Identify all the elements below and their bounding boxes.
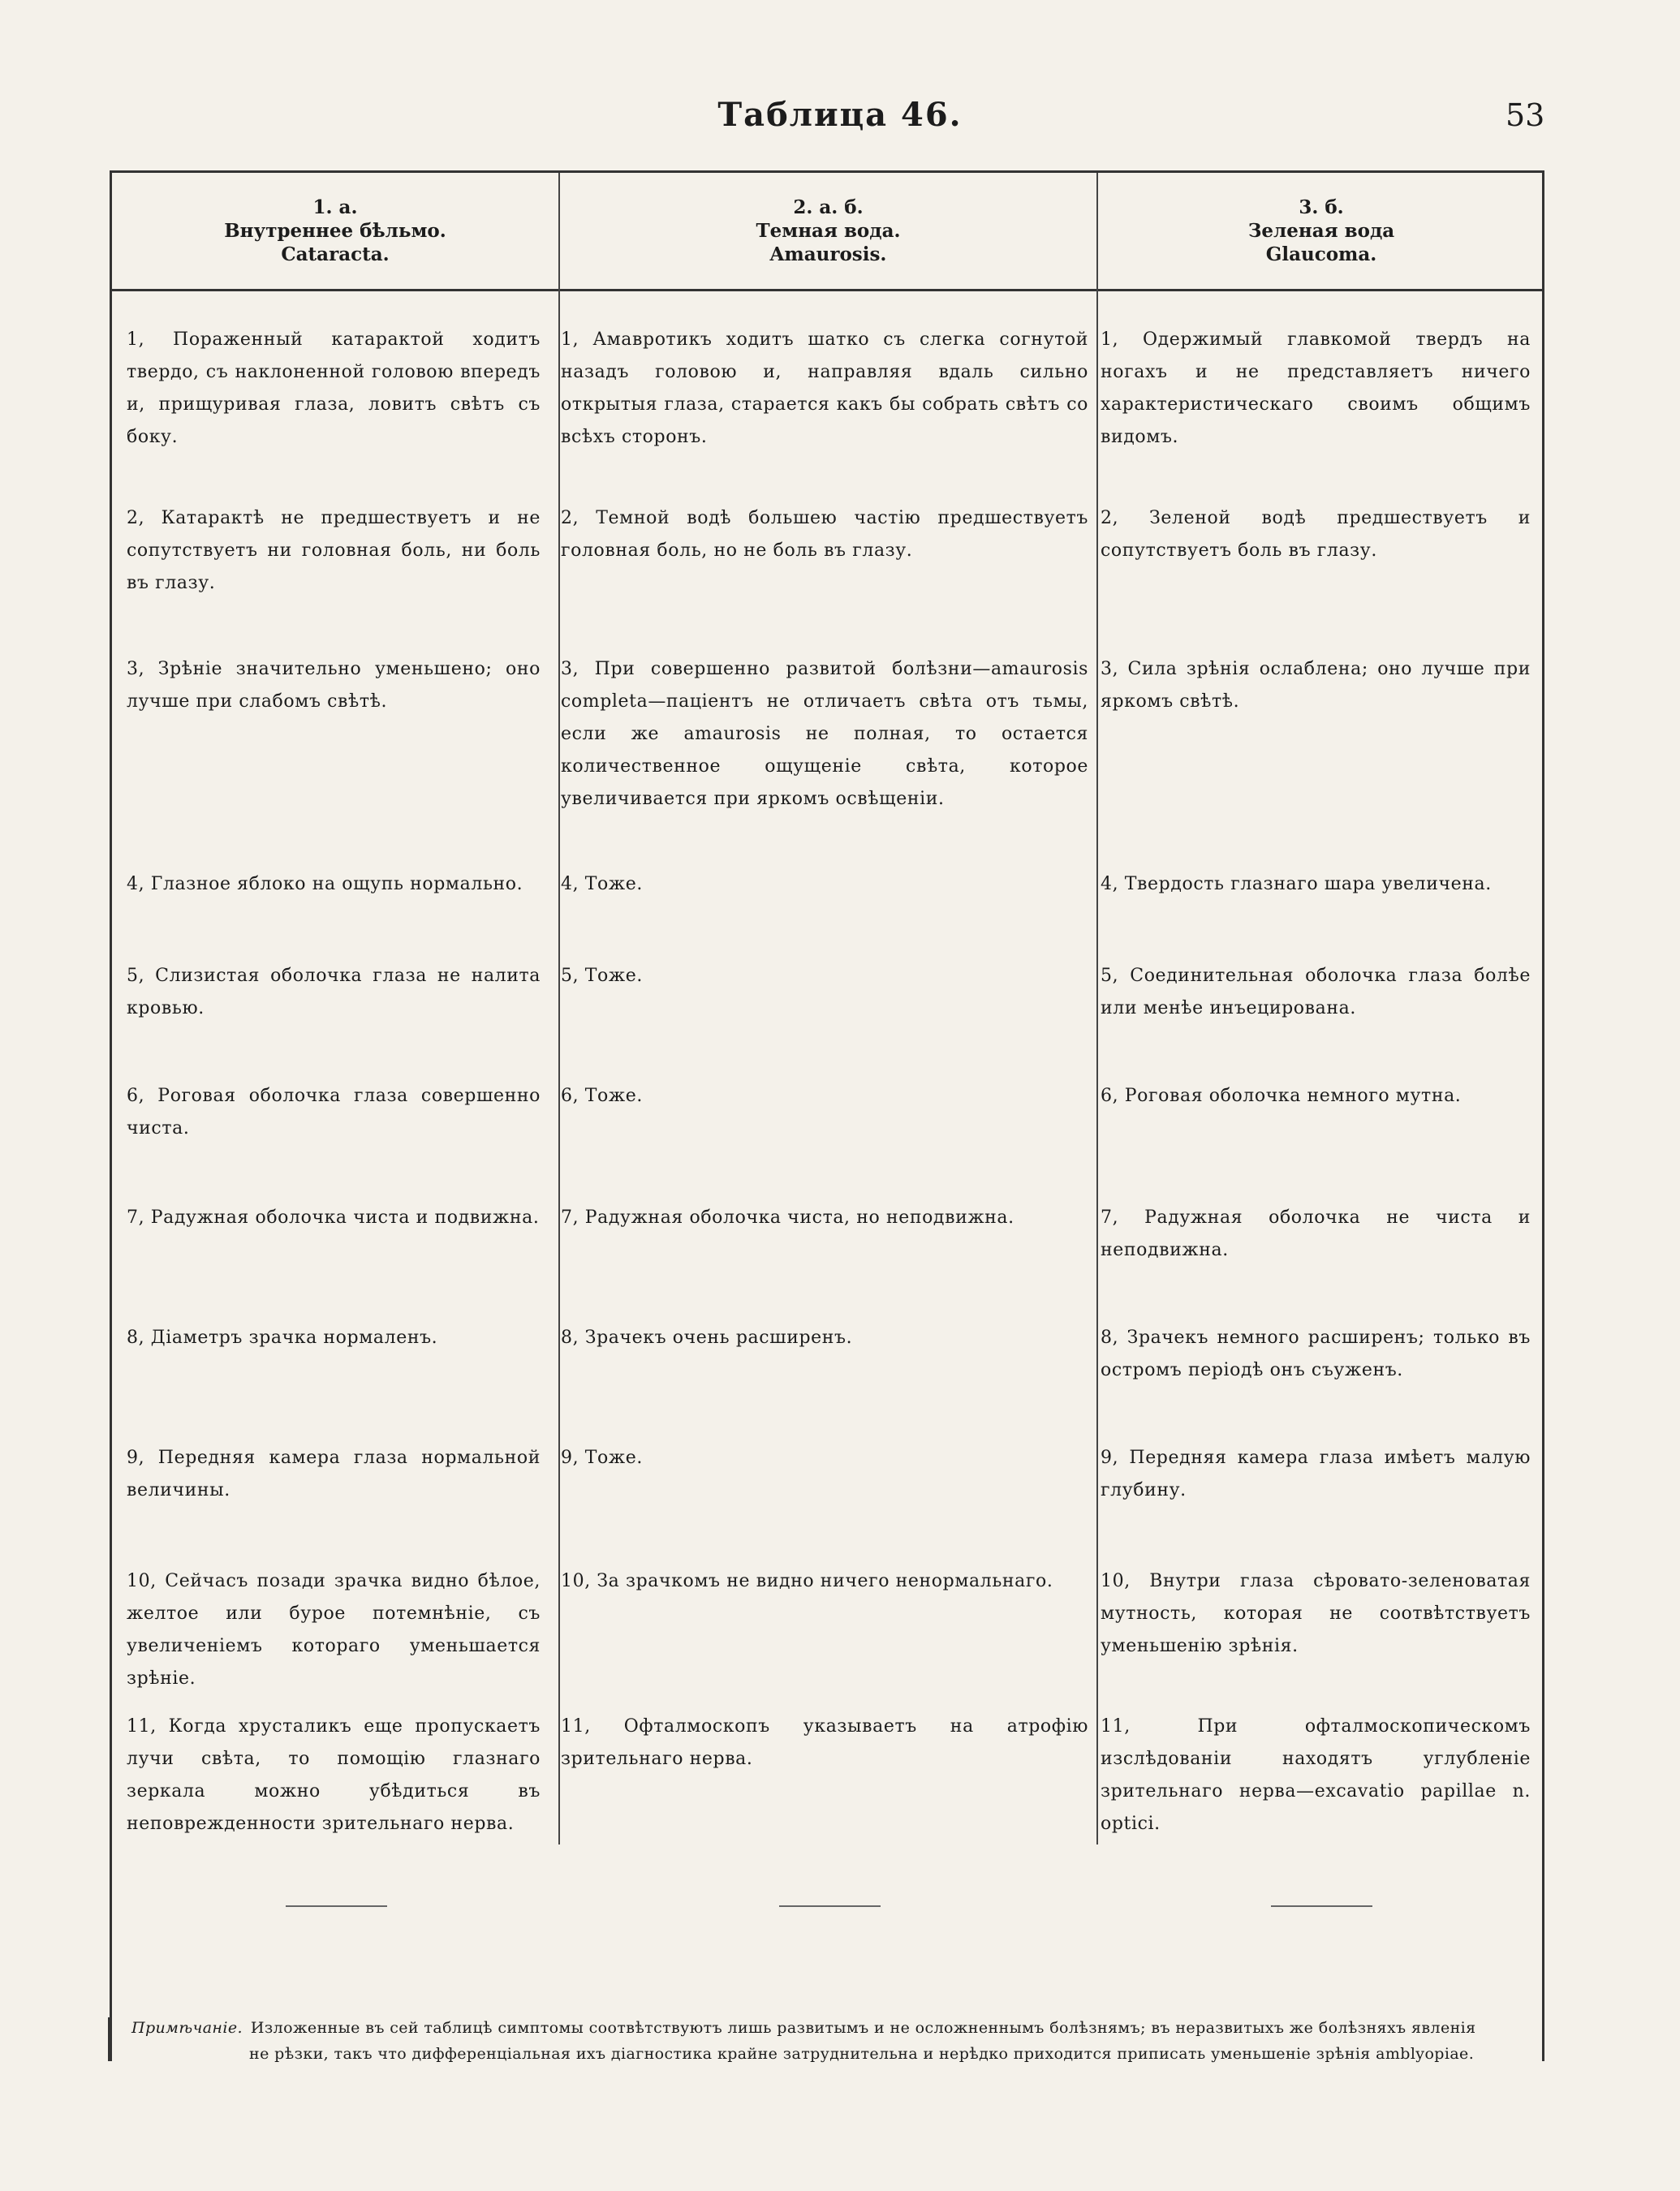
column-name: Темная вода. <box>756 220 901 242</box>
column-divider <box>1096 173 1098 1844</box>
comparison-table <box>110 170 1544 2061</box>
footnote-line-2: не рѣзки, такъ что дифференціальная ихъ діагностика крайне затруднительна и нерѣдко приходится приписать уменьшеніе зрѣнія amblyopiae. <box>249 2045 1475 2063</box>
table-cell: 3, Зрѣніе значительно уменьшено; оно лучше при слабомъ свѣтѣ. <box>127 659 541 712</box>
table-cell: 7, Радужная оболочка не чиста и неподвижна. <box>1101 1207 1531 1260</box>
table-cell: 11, Офталмоскопъ указываетъ на атрофію зрительнаго нерва. <box>561 1716 1088 1769</box>
table-cell: 4, Глазное яблоко на ощупь нормально. <box>127 874 523 894</box>
note-margin-rule <box>108 2017 110 2061</box>
table-cell: 2, Темной водѣ большею частію предшествуетъ головная боль, но не боль въ глазу. <box>561 508 1088 561</box>
table-cell: 8, Діаметръ зрачка нормаленъ. <box>127 1328 438 1348</box>
table-cell: 4, Твердость глазнаго шара увеличена. <box>1101 874 1492 894</box>
table-cell: 9, Передняя камера глаза нормальной величины. <box>127 1448 541 1500</box>
table-header <box>112 173 1542 291</box>
table-cell: 3, Сила зрѣнія ослаблена; оно лучше при яркомъ свѣтѣ. <box>1101 659 1531 712</box>
table-cell: 7, Радужная оболочка чиста, но неподвижна. <box>561 1207 1014 1228</box>
table-cell: 7, Радужная оболочка чиста и подвижна. <box>127 1207 540 1228</box>
column-header-cataracta <box>112 196 558 266</box>
column-latin-name: Glaucoma. <box>1265 243 1377 265</box>
column-header-amaurosis <box>560 196 1096 266</box>
column-number: 1. а. <box>312 196 358 218</box>
table-cell: 8, Зрачекъ очень расширенъ. <box>561 1328 853 1348</box>
table-cell: 2, Зеленой водѣ предшествуетъ и сопутствуетъ боль въ глазу. <box>1101 508 1531 561</box>
table-cell: 6, Роговая оболочка немного мутна. <box>1101 1086 1462 1106</box>
table-cell: 5, Слизистая оболочка глаза не налита кровью. <box>127 966 541 1018</box>
table-cell: 11, При офталмоскопическомъ изслѣдованіи находятъ углубленіе зрительнаго нерва—excavatio papillae n. optici. <box>1101 1716 1531 1834</box>
page-title: Таблица 46. <box>717 96 963 134</box>
table-cell: 1, Одержимый главкомой твердъ на ногахъ и не представляетъ ничего характеристическаго своимъ общимъ видомъ. <box>1101 329 1531 447</box>
footnote-line-1: Изложенные въ сей таблицѣ симптомы соотвѣтствуютъ лишь развитымъ и не осложненнымъ болѣзнямъ; въ неразвитыхъ же болѣзняхъ явленія <box>250 2019 1476 2037</box>
table-cell: 5, Соединительная оболочка глаза болѣе или менѣе инъецирована. <box>1101 966 1531 1018</box>
table-cell: 6, Роговая оболочка глаза совершенно чиста. <box>127 1086 541 1139</box>
table-cell: 1, Амавротикъ ходитъ шатко съ слегка согнутой назадъ головою и, направляя вдаль сильно открытыя глаза, старается какъ бы собрать свѣтъ со всѣхъ сторонъ. <box>561 329 1088 447</box>
table-cell: 1, Пораженный катарактой ходитъ твердо, съ наклоненной головою впередъ и, прищуривая глаза, ловитъ свѣтъ съ боку. <box>127 329 541 447</box>
column-end-rule <box>286 1905 387 1907</box>
table-cell: 10, За зрачкомъ не видно ничего ненормальнаго. <box>561 1571 1053 1591</box>
column-divider <box>558 173 560 1844</box>
footnote <box>131 2015 1560 2067</box>
table-cell: 10, Сейчасъ позади зрачка видно бѣлое, желтое или бурое потемнѣніе, съ увеличеніемъ котораго уменьшается зрѣніе. <box>127 1571 541 1689</box>
footnote-label: Примѣчаніе. <box>131 2019 243 2037</box>
column-end-rule <box>1271 1905 1372 1907</box>
column-number: 3. б. <box>1299 196 1344 218</box>
table-cell: 2, Катарактѣ не предшествуетъ и не сопутствуетъ ни головная боль, ни боль въ глазу. <box>127 508 541 593</box>
column-number: 2. а. б. <box>793 196 864 218</box>
table-cell: 10, Внутри глаза сѣровато-зеленоватая мутность, которая не соотвѣтствуетъ уменьшенію зрѣнія. <box>1101 1571 1531 1656</box>
column-header-glaucoma <box>1098 196 1544 266</box>
table-cell: 11, Когда хрусталикъ еще пропускаетъ лучи свѣта, то помощію глазнаго зеркала можно убѣдиться въ неповрежденности зрительнаго нерва. <box>127 1716 541 1834</box>
table-cell: 6, Тоже. <box>561 1086 643 1106</box>
column-name: Внутреннее бѣльмо. <box>224 220 446 242</box>
table-cell: 8, Зрачекъ немного расширенъ; только въ остромъ періодѣ онъ съуженъ. <box>1101 1328 1531 1380</box>
table-cell: 4, Тоже. <box>561 874 643 894</box>
table-cell: 3, При совершенно развитой болѣзни—amaurosis completa—паціентъ не отличаетъ свѣта отъ тьмы, если же amaurosis не полная, то остается количественное ощущеніе свѣта, которое увеличивается при яркомъ освѣщеніи. <box>561 659 1088 809</box>
page-number: 53 <box>1506 97 1545 133</box>
column-latin-name: Amaurosis. <box>769 243 887 265</box>
column-latin-name: Cataracta. <box>281 243 390 265</box>
table-cell: 5, Тоже. <box>561 966 643 986</box>
table-cell: 9, Тоже. <box>561 1448 643 1468</box>
column-end-rule <box>779 1905 881 1907</box>
column-name: Зеленая вода <box>1247 220 1395 242</box>
table-cell: 9, Передняя камера глаза имѣетъ малую глубину. <box>1101 1448 1531 1500</box>
